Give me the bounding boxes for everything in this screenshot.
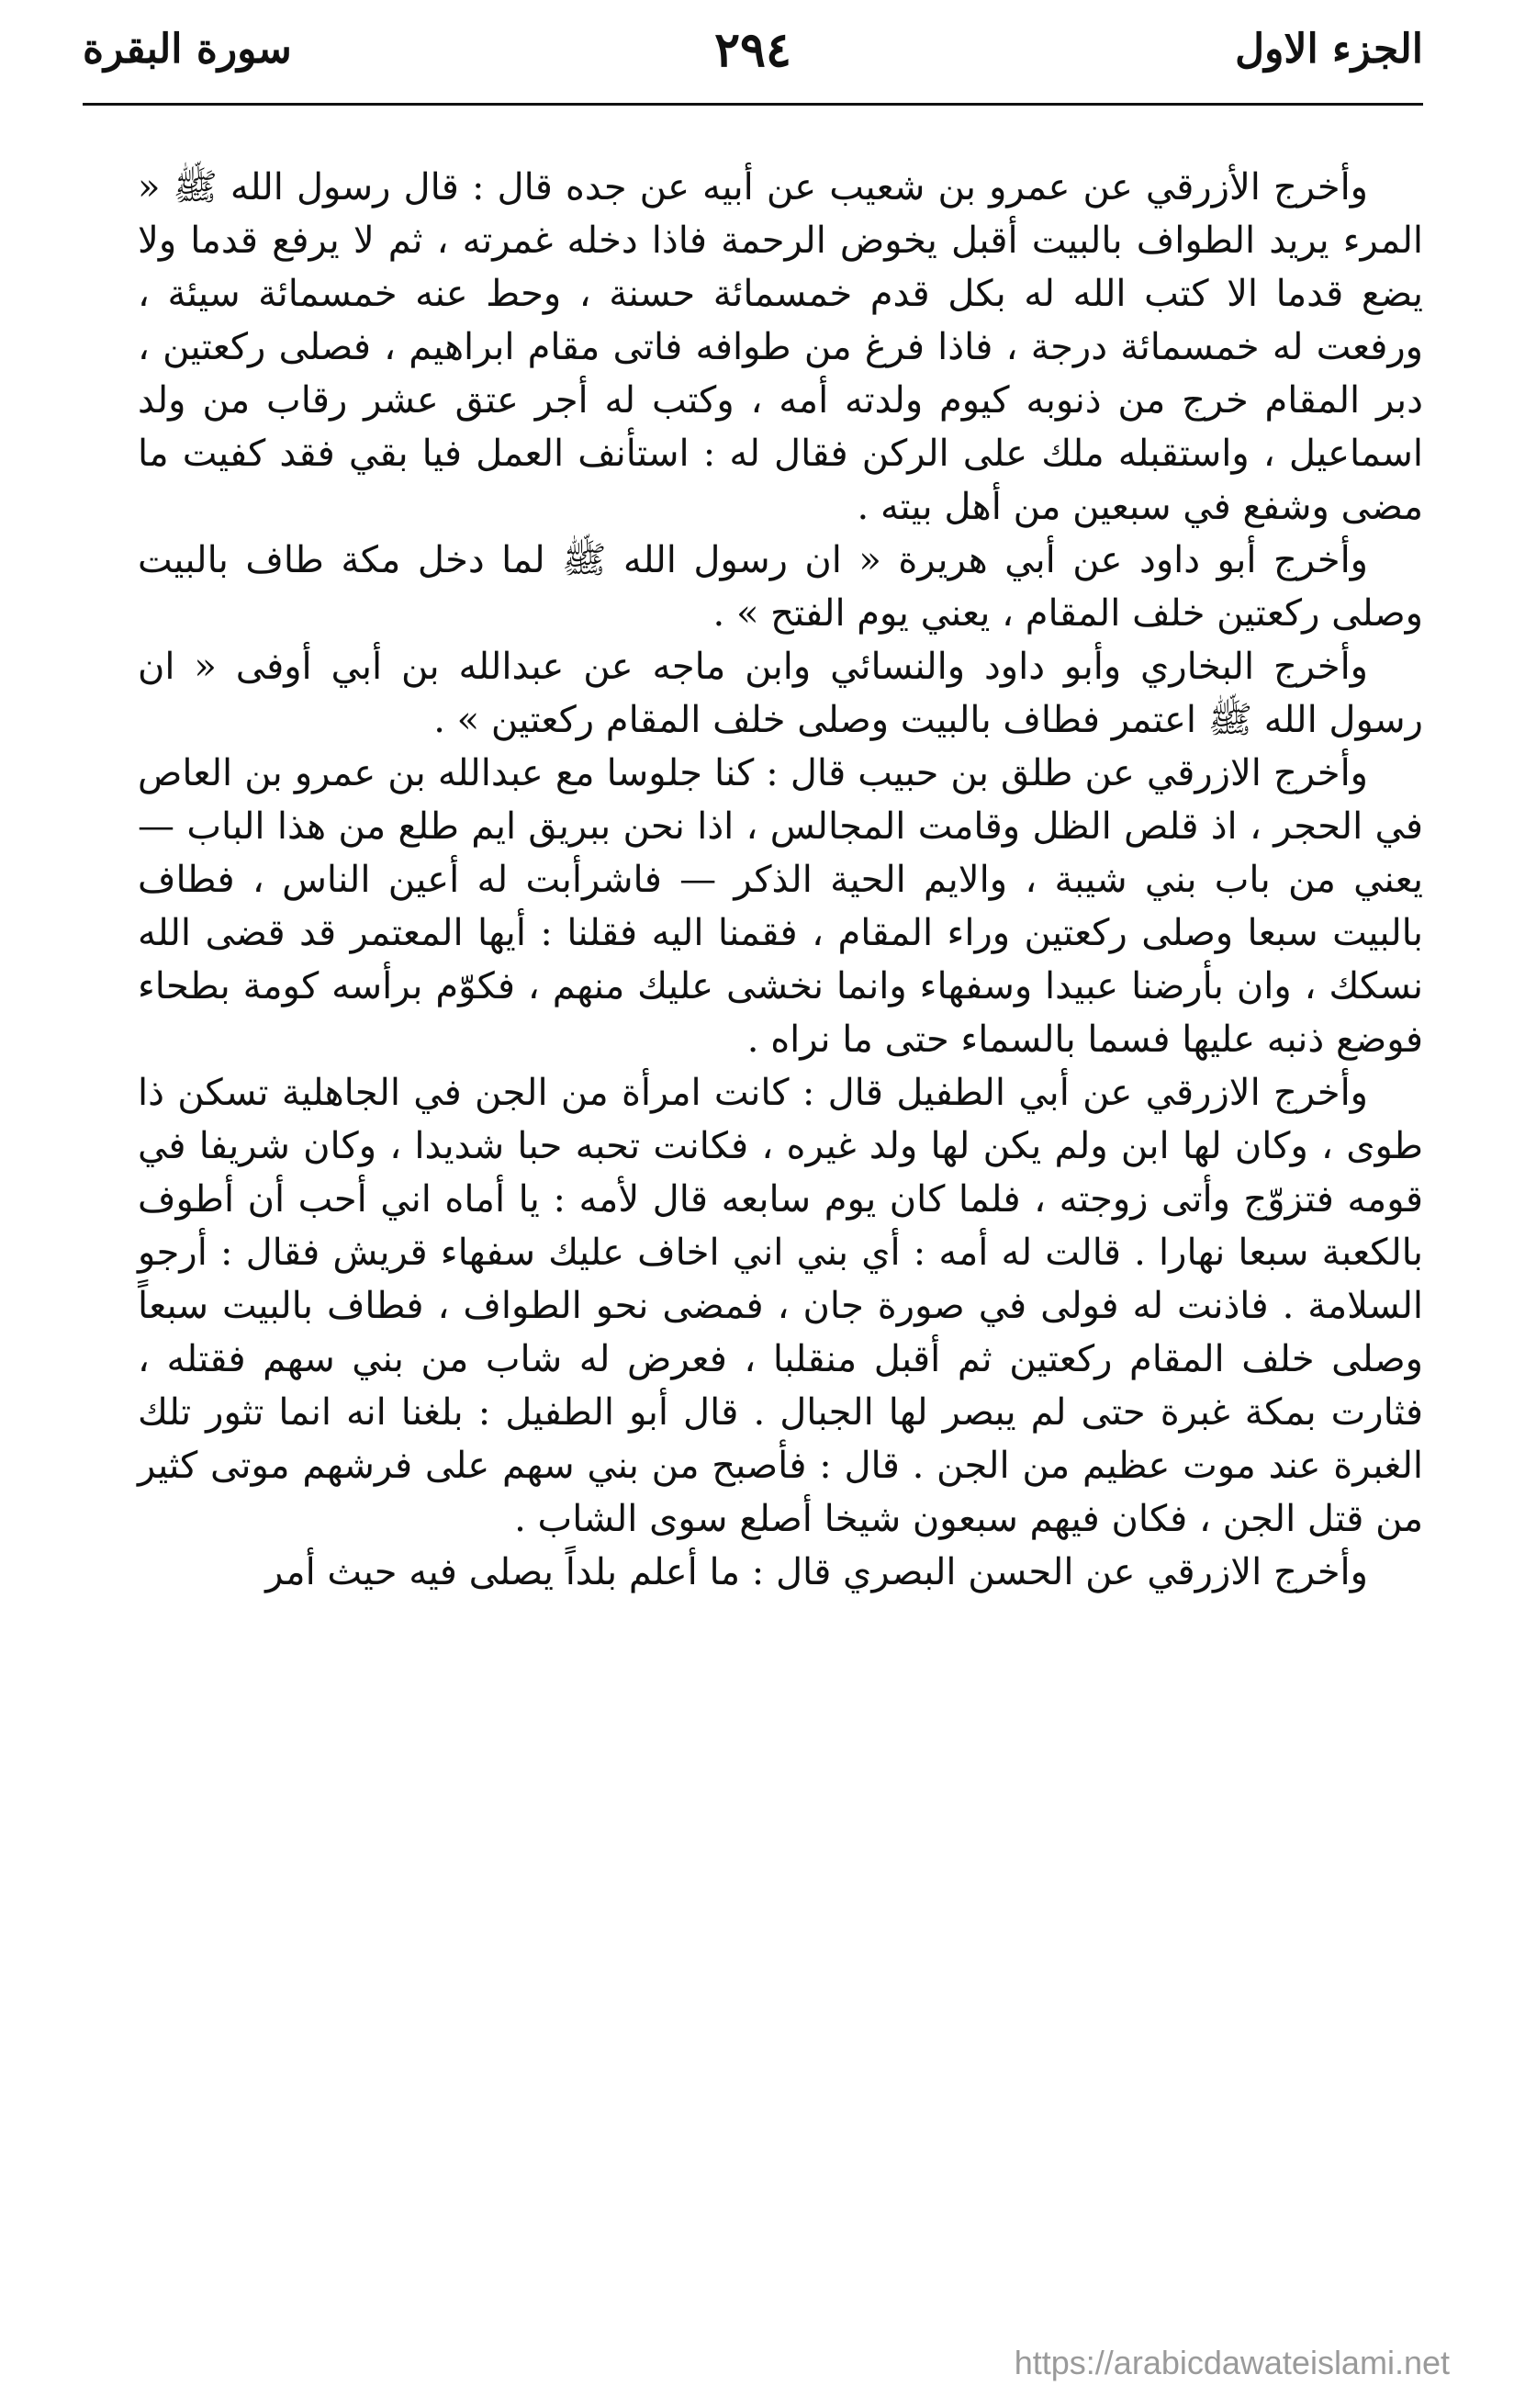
volume-label: الجزء الاول bbox=[1235, 26, 1423, 73]
paragraph-6: وأخرج الازرقي عن الحسن البصري قال : ما أعلم بلداً يصلى فيه حيث أمر bbox=[265, 1551, 1368, 1593]
watermark-url: https://arabicdawateislami.net bbox=[1014, 2344, 1450, 2381]
page-header bbox=[83, 22, 1423, 90]
paragraph-4: وأخرج الازرقي عن طلق بن حبيب قال : كنا جلوسا مع عبدالله بن عمرو بن العاص في الحجر ، اذ قلص الظل وقامت المجالس ، اذا نحن ببريق ايم طلع من هذا الباب — يعني من باب بني شيبة ، والايم الحية الذكر — فاشرأبت له أعين الناس ، فطاف بالبيت سبعا وصلى ركعتين وراء المقام ، فقمنا اليه فقلنا : أيها المعتمر قد قضى الله نسكك ، وان بأرضنا عبيدا وسفهاء وانما نخشى عليك منهم ، فكوّم برأسه كومة بطحاء فوضع ذنبه عليها فسما بالسماء حتى ما نراه . bbox=[138, 752, 1424, 1061]
paragraph-1: وأخرج الأزرقي عن عمرو بن شعيب عن أبيه عن جده قال : قال رسول الله ﷺ « المرء يريد الطواف بالبيت أقبل يخوض الرحمة فاذا دخله غمرته ، ثم لا يرفع قدما ولا يضع قدما الا كتب الله له بكل قدم خمسمائة حسنة ، وحط عنه خمسمائة سيئة ، ورفعت له خمسمائة درجة ، فاذا فرغ من طوافه فاتى مقام ابراهيم ، فصلى ركعتين ، دبر المقام خرج من ذنوبه كيوم ولدته أمه ، وكتب له أجر عتق عشر رقاب من ولد اسماعيل ، واستقبله ملك على الركن فقال له : استأنف العمل فيا بقي فقد كفيت ما مضى وشفع في سبعين من أهل بيته . bbox=[138, 166, 1423, 528]
page-body bbox=[138, 161, 1423, 1599]
paragraph-2: وأخرج أبو داود عن أبي هريرة « ان رسول الله ﷺ لما دخل مكة طاف بالبيت وصلى ركعتين خلف المقام ، يعني يوم الفتح » . bbox=[138, 539, 1423, 635]
paragraph-5: وأخرج الازرقي عن أبي الطفيل قال : كانت امرأة من الجن في الجاهلية تسكن ذا طوى ، وكان لها ابن ولم يكن لها ولد غيره ، فكانت تحبه حبا شديدا ، وكان شريفا في قومه فتزوّج وأتى زوجته ، فلما كان يوم سابعه قال لأمه : يا أماه اني أحب أن أطوف بالكعبة سبعا نهارا . قالت له أمه : أي بني اني اخاف عليك سفهاء قريش فقال : أرجو السلامة . فاذنت له فولى في صورة جان ، فمضى نحو الطواف ، فطاف بالبيت سبعاً وصلى خلف المقام ركعتين ثم أقبل منقلبا ، فعرض له شاب من بني سهم فقتله ، فثارت بمكة غبرة حتى لم يبصر لها الجبال . قال أبو الطفيل : بلغنا انه انما تثور تلك الغبرة عند موت عظيم من الجن . قال : فأصبح من بني سهم على فرشهم موتى كثير من قتل الجن ، فكان فيهم سبعون شيخا أصلع سوى الشاب . bbox=[138, 1072, 1424, 1540]
header-divider bbox=[83, 103, 1423, 106]
paragraph-3: وأخرج البخاري وأبو داود والنسائي وابن ماجه عن عبدالله بن أبي أوفى « ان رسول الله ﷺ اعتمر فطاف بالبيت وصلى خلف المقام ركعتين » . bbox=[138, 646, 1423, 741]
surah-label: سورة البقرة bbox=[83, 26, 292, 73]
page-number: ٢٩٤ bbox=[714, 22, 791, 78]
